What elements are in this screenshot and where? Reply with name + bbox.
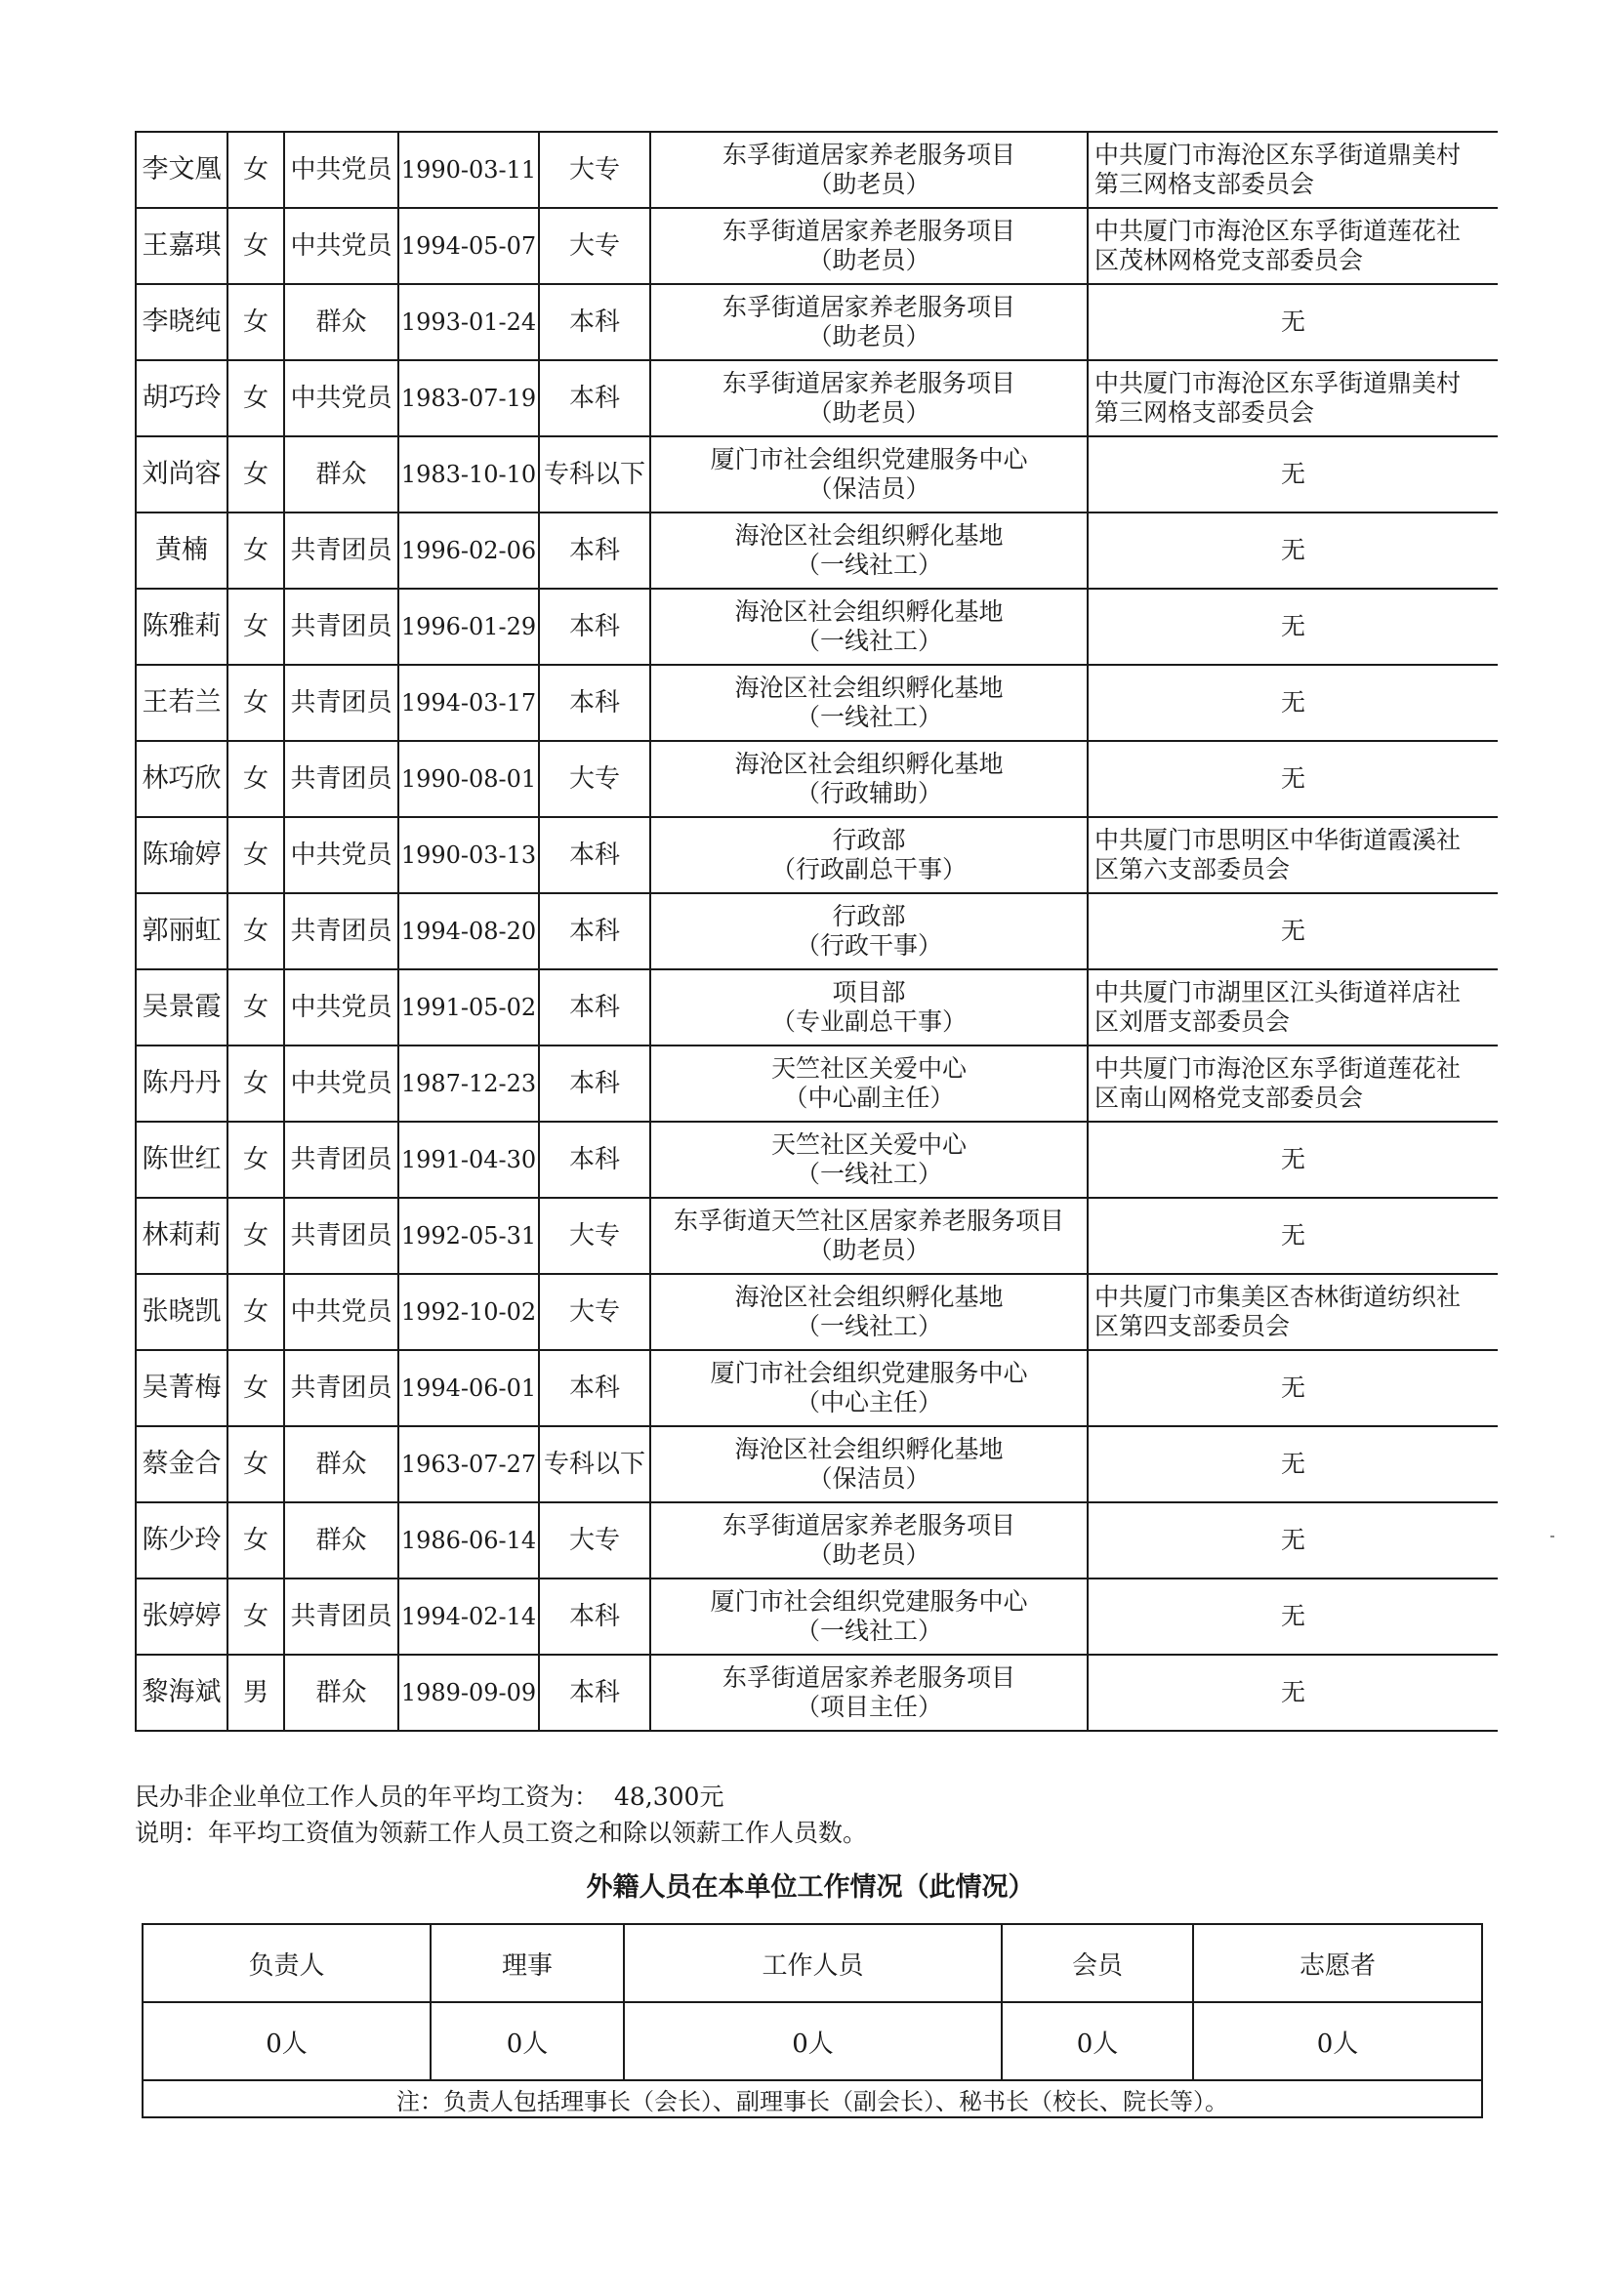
staff-party-organization bbox=[1088, 360, 1498, 436]
staff-position bbox=[650, 512, 1088, 589]
staff-position bbox=[650, 1046, 1088, 1122]
staff-position-org: 海沧区社会组织孵化基地 bbox=[734, 1435, 1004, 1463]
staff-position-org: 海沧区社会组织孵化基地 bbox=[734, 750, 1004, 778]
staff-row bbox=[136, 1122, 1498, 1198]
foreign-header-cell: 会员 bbox=[1002, 1924, 1193, 2002]
staff-party-organization bbox=[1088, 1350, 1498, 1426]
foreign-value-row bbox=[143, 2002, 1482, 2080]
staff-position bbox=[650, 969, 1088, 1046]
staff-row bbox=[136, 512, 1498, 589]
staff-position bbox=[650, 1655, 1088, 1731]
staff-party-line1: 无 bbox=[1280, 764, 1305, 793]
staff-name: 黄楠 bbox=[136, 512, 227, 589]
foreign-header-cell: 负责人 bbox=[143, 1924, 431, 2002]
staff-position-role: （一线社工） bbox=[795, 551, 942, 579]
staff-political-status: 共青团员 bbox=[284, 1350, 398, 1426]
staff-party-line1: 无 bbox=[1280, 1221, 1305, 1250]
staff-position-role: （保洁员） bbox=[807, 474, 930, 503]
staff-position-role: （一线社工） bbox=[795, 1617, 942, 1645]
staff-position-org: 厦门市社会组织党建服务中心 bbox=[710, 1359, 1028, 1387]
staff-party-line2: 区第六支部委员会 bbox=[1094, 855, 1291, 883]
staff-political-status: 中共党员 bbox=[284, 208, 398, 284]
foreign-header-cell: 工作人员 bbox=[624, 1924, 1002, 2002]
staff-education: 大专 bbox=[539, 741, 650, 817]
staff-party-organization bbox=[1088, 1122, 1498, 1198]
staff-position-role: （专业副总干事） bbox=[770, 1007, 967, 1036]
staff-position bbox=[650, 817, 1088, 893]
staff-education: 本科 bbox=[539, 284, 650, 360]
staff-party-organization bbox=[1088, 436, 1498, 512]
staff-position bbox=[650, 1122, 1088, 1198]
staff-party-organization bbox=[1088, 1198, 1498, 1274]
staff-position-role: （保洁员） bbox=[807, 1464, 930, 1493]
staff-position-role: （一线社工） bbox=[795, 1312, 942, 1340]
foreign-header-cell: 理事 bbox=[431, 1924, 624, 2002]
staff-row bbox=[136, 817, 1498, 893]
staff-birth-date: 1993-01-24 bbox=[398, 284, 539, 360]
staff-position-org: 东孚街道居家养老服务项目 bbox=[722, 293, 1015, 321]
staff-gender: 女 bbox=[227, 589, 284, 665]
staff-party-line1: 中共厦门市湖里区江头街道祥店社 bbox=[1094, 978, 1462, 1006]
staff-gender: 女 bbox=[227, 1578, 284, 1655]
staff-party-line1: 无 bbox=[1280, 612, 1305, 640]
staff-education: 本科 bbox=[539, 1350, 650, 1426]
staff-birth-date: 1990-03-13 bbox=[398, 817, 539, 893]
staff-gender: 男 bbox=[227, 1655, 284, 1731]
staff-gender: 女 bbox=[227, 1274, 284, 1350]
staff-position bbox=[650, 284, 1088, 360]
staff-political-status: 中共党员 bbox=[284, 132, 398, 208]
staff-position-role: （助老员） bbox=[807, 170, 930, 198]
staff-birth-date: 1989-09-09 bbox=[398, 1655, 539, 1731]
staff-position-org: 东孚街道居家养老服务项目 bbox=[722, 1511, 1015, 1539]
staff-position bbox=[650, 1274, 1088, 1350]
staff-education: 本科 bbox=[539, 512, 650, 589]
staff-party-line1: 中共厦门市海沧区东孚街道莲花社 bbox=[1094, 1054, 1462, 1083]
staff-political-status: 中共党员 bbox=[284, 817, 398, 893]
staff-birth-date: 1994-08-20 bbox=[398, 893, 539, 969]
foreign-header-cell: 志愿者 bbox=[1193, 1924, 1482, 2002]
staff-name: 陈雅莉 bbox=[136, 589, 227, 665]
foreign-staff-title: 外籍人员在本单位工作情况（此情况） bbox=[586, 1872, 1035, 1903]
staff-gender: 女 bbox=[227, 1122, 284, 1198]
staff-party-organization bbox=[1088, 1426, 1498, 1502]
staff-gender: 女 bbox=[227, 512, 284, 589]
staff-political-status: 群众 bbox=[284, 1426, 398, 1502]
staff-birth-date: 1994-02-14 bbox=[398, 1578, 539, 1655]
staff-education: 本科 bbox=[539, 969, 650, 1046]
staff-name: 刘尚容 bbox=[136, 436, 227, 512]
staff-position bbox=[650, 132, 1088, 208]
staff-party-line1: 中共厦门市海沧区东孚街道莲花社 bbox=[1094, 217, 1462, 245]
staff-party-line1: 中共厦门市思明区中华街道霞溪社 bbox=[1094, 826, 1462, 854]
staff-position-org: 海沧区社会组织孵化基地 bbox=[734, 1283, 1004, 1311]
staff-birth-date: 1991-05-02 bbox=[398, 969, 539, 1046]
staff-name: 李文凰 bbox=[136, 132, 227, 208]
staff-party-line2: 第三网格支部委员会 bbox=[1094, 398, 1315, 427]
staff-party-organization bbox=[1088, 512, 1498, 589]
foreign-value-cell: 0人 bbox=[1193, 2002, 1482, 2080]
staff-political-status: 中共党员 bbox=[284, 969, 398, 1046]
staff-birth-date: 1994-05-07 bbox=[398, 208, 539, 284]
staff-birth-date: 1996-02-06 bbox=[398, 512, 539, 589]
staff-party-organization bbox=[1088, 132, 1498, 208]
staff-political-status: 中共党员 bbox=[284, 1274, 398, 1350]
staff-gender: 女 bbox=[227, 1198, 284, 1274]
staff-position-org: 东孚街道天竺社区居家养老服务项目 bbox=[673, 1207, 1064, 1235]
staff-name: 张晓凯 bbox=[136, 1274, 227, 1350]
foreign-header-row bbox=[143, 1924, 1482, 2002]
staff-education: 专科以下 bbox=[539, 436, 650, 512]
staff-position bbox=[650, 1502, 1088, 1578]
foreign-value-cell: 0人 bbox=[143, 2002, 431, 2080]
staff-party-line1: 无 bbox=[1280, 688, 1305, 717]
staff-row bbox=[136, 1578, 1498, 1655]
staff-name: 黎海斌 bbox=[136, 1655, 227, 1731]
staff-education: 大专 bbox=[539, 1198, 650, 1274]
staff-birth-date: 1992-05-31 bbox=[398, 1198, 539, 1274]
foreign-staff-table bbox=[142, 1923, 1483, 2118]
staff-party-line1: 无 bbox=[1280, 1145, 1305, 1173]
staff-political-status: 共青团员 bbox=[284, 1578, 398, 1655]
foreign-value-cell: 0人 bbox=[1002, 2002, 1193, 2080]
staff-political-status: 共青团员 bbox=[284, 893, 398, 969]
staff-political-status: 群众 bbox=[284, 436, 398, 512]
staff-gender: 女 bbox=[227, 969, 284, 1046]
staff-gender: 女 bbox=[227, 1426, 284, 1502]
staff-row bbox=[136, 1350, 1498, 1426]
staff-political-status: 共青团员 bbox=[284, 512, 398, 589]
staff-political-status: 群众 bbox=[284, 284, 398, 360]
staff-education: 本科 bbox=[539, 1046, 650, 1122]
staff-position-role: （助老员） bbox=[807, 246, 930, 274]
staff-row bbox=[136, 969, 1498, 1046]
staff-position-org: 东孚街道居家养老服务项目 bbox=[722, 1663, 1015, 1692]
staff-position-role: （助老员） bbox=[807, 322, 930, 350]
staff-position bbox=[650, 436, 1088, 512]
staff-political-status: 共青团员 bbox=[284, 1122, 398, 1198]
staff-party-organization bbox=[1088, 969, 1498, 1046]
staff-position bbox=[650, 665, 1088, 741]
staff-position-role: （一线社工） bbox=[795, 1160, 942, 1188]
average-wage-line bbox=[135, 1778, 723, 1813]
staff-education: 大专 bbox=[539, 208, 650, 284]
staff-position-org: 项目部 bbox=[832, 978, 906, 1006]
staff-gender: 女 bbox=[227, 1502, 284, 1578]
staff-name: 李晓纯 bbox=[136, 284, 227, 360]
average-wage-label: 民办非企业单位工作人员的年平均工资为： bbox=[135, 1783, 599, 1811]
staff-party-line1: 中共厦门市集美区杏林街道纺织社 bbox=[1094, 1283, 1462, 1311]
average-wage-value: 48,300元 bbox=[613, 1783, 724, 1811]
staff-birth-date: 1963-07-27 bbox=[398, 1426, 539, 1502]
staff-row bbox=[136, 1502, 1498, 1578]
staff-gender: 女 bbox=[227, 1350, 284, 1426]
foreign-note: 注：负责人包括理事长（会长）、副理事长（副会长）、秘书长（校长、院长等）。 bbox=[143, 2080, 1482, 2117]
staff-party-line2: 第三网格支部委员会 bbox=[1094, 170, 1315, 198]
staff-political-status: 共青团员 bbox=[284, 1198, 398, 1274]
staff-position-org: 海沧区社会组织孵化基地 bbox=[734, 674, 1004, 702]
staff-party-line1: 无 bbox=[1280, 1526, 1305, 1554]
staff-birth-date: 1983-07-19 bbox=[398, 360, 539, 436]
staff-position-role: （一线社工） bbox=[795, 703, 942, 731]
staff-name: 陈世红 bbox=[136, 1122, 227, 1198]
staff-education: 专科以下 bbox=[539, 1426, 650, 1502]
staff-row bbox=[136, 132, 1498, 208]
staff-party-organization bbox=[1088, 1655, 1498, 1731]
staff-position bbox=[650, 208, 1088, 284]
staff-name: 王若兰 bbox=[136, 665, 227, 741]
staff-row bbox=[136, 1426, 1498, 1502]
staff-education: 本科 bbox=[539, 893, 650, 969]
staff-gender: 女 bbox=[227, 665, 284, 741]
staff-name: 胡巧玲 bbox=[136, 360, 227, 436]
staff-party-line1: 中共厦门市海沧区东孚街道鼎美村 bbox=[1094, 369, 1462, 397]
staff-party-organization bbox=[1088, 817, 1498, 893]
staff-political-status: 共青团员 bbox=[284, 589, 398, 665]
staff-party-line1: 无 bbox=[1280, 460, 1305, 488]
staff-position-role: （行政辅助） bbox=[795, 779, 942, 807]
staff-position-role: （行政干事） bbox=[795, 931, 942, 960]
staff-education: 大专 bbox=[539, 132, 650, 208]
staff-position-org: 东孚街道居家养老服务项目 bbox=[722, 141, 1015, 169]
staff-political-status: 中共党员 bbox=[284, 360, 398, 436]
staff-political-status: 中共党员 bbox=[284, 1046, 398, 1122]
staff-birth-date: 1994-06-01 bbox=[398, 1350, 539, 1426]
staff-gender: 女 bbox=[227, 208, 284, 284]
staff-position-org: 海沧区社会组织孵化基地 bbox=[734, 597, 1004, 626]
staff-position-role: （一线社工） bbox=[795, 627, 942, 655]
staff-position-role: （中心副主任） bbox=[783, 1084, 955, 1112]
staff-gender: 女 bbox=[227, 893, 284, 969]
staff-party-line1: 无 bbox=[1280, 536, 1305, 564]
staff-party-line1: 中共厦门市海沧区东孚街道鼎美村 bbox=[1094, 141, 1462, 169]
staff-birth-date: 1990-03-11 bbox=[398, 132, 539, 208]
staff-gender: 女 bbox=[227, 436, 284, 512]
staff-position-org: 行政部 bbox=[832, 902, 906, 930]
staff-party-line1: 无 bbox=[1280, 308, 1305, 336]
staff-education: 大专 bbox=[539, 1274, 650, 1350]
staff-education: 本科 bbox=[539, 665, 650, 741]
staff-position bbox=[650, 1350, 1088, 1426]
staff-name: 陈瑜婷 bbox=[136, 817, 227, 893]
staff-position-role: （助老员） bbox=[807, 1540, 930, 1569]
staff-party-line2: 区茂林网格党支部委员会 bbox=[1094, 246, 1364, 274]
staff-birth-date: 1992-10-02 bbox=[398, 1274, 539, 1350]
staff-education: 本科 bbox=[539, 1655, 650, 1731]
staff-position-org: 行政部 bbox=[832, 826, 906, 854]
staff-position-role: （行政副总干事） bbox=[770, 855, 967, 883]
staff-row bbox=[136, 741, 1498, 817]
staff-political-status: 共青团员 bbox=[284, 741, 398, 817]
staff-position bbox=[650, 589, 1088, 665]
foreign-note-row bbox=[143, 2080, 1482, 2117]
staff-gender: 女 bbox=[227, 1046, 284, 1122]
staff-row bbox=[136, 436, 1498, 512]
staff-education: 大专 bbox=[539, 1502, 650, 1578]
staff-party-organization bbox=[1088, 208, 1498, 284]
staff-row bbox=[136, 1274, 1498, 1350]
staff-gender: 女 bbox=[227, 284, 284, 360]
staff-education: 本科 bbox=[539, 589, 650, 665]
staff-education: 本科 bbox=[539, 360, 650, 436]
staff-position-org: 天竺社区关爱中心 bbox=[770, 1130, 967, 1159]
staff-party-line2: 区刘厝支部委员会 bbox=[1094, 1007, 1291, 1036]
staff-birth-date: 1994-03-17 bbox=[398, 665, 539, 741]
staff-birth-date: 1991-04-30 bbox=[398, 1122, 539, 1198]
staff-party-line2: 区南山网格党支部委员会 bbox=[1094, 1084, 1364, 1112]
staff-birth-date: 1983-10-10 bbox=[398, 436, 539, 512]
staff-name: 郭丽虹 bbox=[136, 893, 227, 969]
staff-name: 蔡金合 bbox=[136, 1426, 227, 1502]
staff-party-organization bbox=[1088, 589, 1498, 665]
staff-political-status: 群众 bbox=[284, 1655, 398, 1731]
staff-position bbox=[650, 1578, 1088, 1655]
staff-table bbox=[135, 131, 1498, 1732]
staff-position bbox=[650, 741, 1088, 817]
staff-party-line1: 无 bbox=[1280, 917, 1305, 945]
staff-row bbox=[136, 589, 1498, 665]
staff-birth-date: 1986-06-14 bbox=[398, 1502, 539, 1578]
staff-position bbox=[650, 893, 1088, 969]
staff-party-line1: 无 bbox=[1280, 1374, 1305, 1402]
staff-position bbox=[650, 1426, 1088, 1502]
foreign-value-cell: 0人 bbox=[624, 2002, 1002, 2080]
staff-name: 陈少玲 bbox=[136, 1502, 227, 1578]
staff-party-line1: 无 bbox=[1280, 1450, 1305, 1478]
staff-row bbox=[136, 665, 1498, 741]
staff-row bbox=[136, 893, 1498, 969]
staff-party-organization bbox=[1088, 893, 1498, 969]
staff-position-org: 天竺社区关爱中心 bbox=[770, 1054, 967, 1083]
staff-party-organization bbox=[1088, 284, 1498, 360]
staff-position-org: 厦门市社会组织党建服务中心 bbox=[710, 445, 1028, 473]
staff-row bbox=[136, 1655, 1498, 1731]
staff-position-role: （助老员） bbox=[807, 398, 930, 427]
staff-birth-date: 1990-08-01 bbox=[398, 741, 539, 817]
staff-position-org: 厦门市社会组织党建服务中心 bbox=[710, 1587, 1028, 1616]
staff-gender: 女 bbox=[227, 132, 284, 208]
staff-name: 林巧欣 bbox=[136, 741, 227, 817]
staff-party-organization bbox=[1088, 665, 1498, 741]
staff-name: 吴景霞 bbox=[136, 969, 227, 1046]
staff-table-body bbox=[136, 132, 1498, 1731]
staff-name: 陈丹丹 bbox=[136, 1046, 227, 1122]
staff-party-line1: 无 bbox=[1280, 1678, 1305, 1706]
staff-political-status: 共青团员 bbox=[284, 665, 398, 741]
wage-explanation: 说明：年平均工资值为领薪工作人员工资之和除以领薪工作人员数。 bbox=[135, 1819, 868, 1847]
staff-birth-date: 1987-12-23 bbox=[398, 1046, 539, 1122]
staff-party-organization bbox=[1088, 1046, 1498, 1122]
staff-party-organization bbox=[1088, 1578, 1498, 1655]
staff-name: 王嘉琪 bbox=[136, 208, 227, 284]
staff-row bbox=[136, 1046, 1498, 1122]
staff-party-organization bbox=[1088, 1502, 1498, 1578]
staff-name: 吴菁梅 bbox=[136, 1350, 227, 1426]
staff-position-role: （助老员） bbox=[807, 1236, 930, 1264]
staff-party-organization bbox=[1088, 741, 1498, 817]
staff-gender: 女 bbox=[227, 817, 284, 893]
staff-position-org: 东孚街道居家养老服务项目 bbox=[722, 369, 1015, 397]
staff-political-status: 群众 bbox=[284, 1502, 398, 1578]
staff-position-org: 海沧区社会组织孵化基地 bbox=[734, 521, 1004, 550]
staff-position bbox=[650, 1198, 1088, 1274]
staff-name: 张婷婷 bbox=[136, 1578, 227, 1655]
staff-name: 林莉莉 bbox=[136, 1198, 227, 1274]
staff-row bbox=[136, 284, 1498, 360]
scan-speck bbox=[1550, 1536, 1554, 1538]
staff-party-line1: 无 bbox=[1280, 1602, 1305, 1630]
staff-gender: 女 bbox=[227, 741, 284, 817]
staff-position bbox=[650, 360, 1088, 436]
staff-party-organization bbox=[1088, 1274, 1498, 1350]
staff-education: 本科 bbox=[539, 817, 650, 893]
staff-row bbox=[136, 208, 1498, 284]
staff-row bbox=[136, 1198, 1498, 1274]
staff-education: 本科 bbox=[539, 1578, 650, 1655]
staff-birth-date: 1996-01-29 bbox=[398, 589, 539, 665]
staff-gender: 女 bbox=[227, 360, 284, 436]
staff-row bbox=[136, 360, 1498, 436]
staff-position-org: 东孚街道居家养老服务项目 bbox=[722, 217, 1015, 245]
staff-education: 本科 bbox=[539, 1122, 650, 1198]
staff-party-line2: 区第四支部委员会 bbox=[1094, 1312, 1291, 1340]
staff-position-role: （中心主任） bbox=[795, 1388, 942, 1416]
foreign-value-cell: 0人 bbox=[431, 2002, 624, 2080]
staff-position-role: （项目主任） bbox=[795, 1693, 942, 1721]
